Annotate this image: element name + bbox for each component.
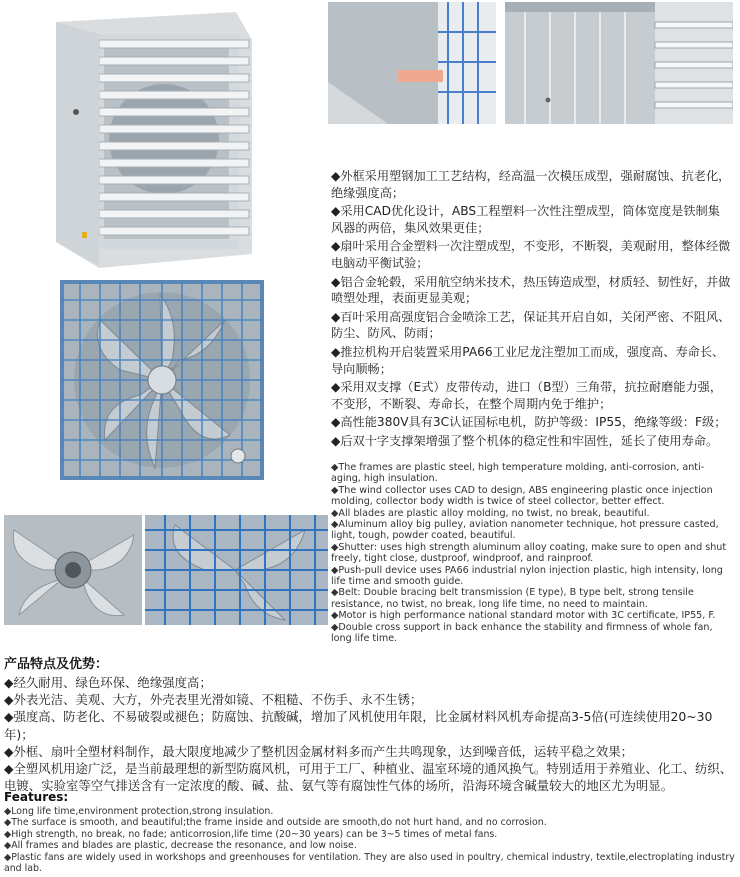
- advantage-item: ◆外表光洁、美观、大方，外壳表里光滑如镜、不粗糙、不伤手、永不生锈；: [4, 692, 423, 708]
- advantage-item: ◆强度高、防老化、不易破裂或褪色；防腐蚀、抗酸碱，增加了风机使用年限，比金属材料风机寿命提高3-5倍(可连续使用20~30年)；: [4, 709, 713, 742]
- cn-spec-item: ◆百叶采用高强度铝合金喷涂工艺，保证其开启自如，关闭严密、不阻风、防尘、防风、防雨；: [331, 309, 731, 341]
- advantage-item: ◆全塑风机用途广泛，是当前最理想的新型防腐风机，可用于工厂、种植业、温室环境的通风换气。特别适用于养殖业、化工、纺织、电镀、实验室等空气排送含有一定浓度的酸、碱、盐、氨气等有腐蚀性气体的场所，沿海环境含碱量较大的地区尤为明显。: [4, 761, 733, 794]
- fan-corner-photo: [328, 2, 496, 124]
- fan-front-photo: [4, 4, 314, 270]
- cn-spec-item: ◆扇叶采用合金塑料一次注塑成型，不变形，不断裂，美观耐用，整体经微电脑动平衡试验；: [331, 239, 731, 270]
- en-spec-item: ◆All blades are plastic alloy molding, no twist, no break, beautiful.: [331, 507, 650, 519]
- en-spec-item: ◆Push-pull device uses PA66 industrial nylon injection plastic, high intensity, long life time and smooth guide.: [331, 564, 723, 588]
- cn-spec-item: ◆采用双支撑（E式）皮带传动，进口（B型）三角带，抗拉耐磨能力强，不变形，不断裂、寿命长，在整个周期内免于维护；: [331, 380, 723, 411]
- advantages-title: 产品特点及优势：: [4, 657, 109, 672]
- chinese-specifications: [331, 168, 731, 452]
- fan-front-image: [4, 4, 314, 270]
- en-spec-item: ◆Motor is high performance national standard motor with 3C certificate, IP55, F.: [331, 610, 716, 622]
- fan-corner-image: [328, 2, 496, 124]
- feature-item: ◆All frames and blades are plastic, decrease the resonance, and low noise.: [4, 840, 357, 852]
- cn-spec-item: ◆外框采用塑钢加工工艺结构，经高温一次模压成型，强耐腐蚀、抗老化，绝缘强度高；: [331, 169, 731, 200]
- cn-spec-item: ◆后双十字支撑架增强了整个机体的稳定性和牢固性，延长了使用寿命。: [331, 433, 719, 448]
- advantage-item: ◆经久耐用、绿色环保、绝缘强度高；: [4, 675, 212, 690]
- fan-back-photo: [60, 280, 264, 480]
- feature-item: ◆The surface is smooth, and beautiful;the frame inside and outside are smooth,do not hurt hand, and no corrosion.: [4, 817, 547, 829]
- fan-guard-photo: [145, 515, 328, 625]
- fan-pulley-image: [4, 515, 142, 625]
- cn-spec-item: ◆高性能380V具有3C认证国标电机，防护等级：IP55，绝缘等级：F级；: [331, 415, 727, 430]
- fan-guard-image: [145, 515, 328, 625]
- cn-spec-item: ◆采用CAD优化设计，ABS工程塑料一次性注塑成型，筒体宽度是铁制集风器的两倍，集风效果更佳；: [331, 204, 720, 235]
- fan-side-image: [505, 2, 733, 124]
- en-spec-item: ◆Aluminum alloy big pulley, aviation nanometer technique, hot pressure casted, light, tough, powder coated, beautiful.: [331, 519, 719, 542]
- product-advantages: [4, 653, 736, 794]
- fan-back-image: [60, 280, 264, 480]
- fan-side-photo: [505, 2, 733, 124]
- english-specifications: [331, 462, 733, 645]
- advantage-item: ◆外框、扇叶全塑材料制作，最大限度地减少了整机因金属材料多而产生共鸣现象，达到噪音低，运转平稳之效果；: [4, 743, 634, 759]
- cn-spec-item: ◆推拉机构开启装置采用PA66工业尼龙注塑加工而成，强度高、寿命长、导向顺畅；: [331, 344, 725, 376]
- features: [4, 790, 736, 874]
- en-spec-item: ◆The wind collector uses CAD to design, ABS engineering plastic once injection molding, collector body width is twice of steel collector, better effect.: [331, 484, 713, 508]
- en-spec-item: ◆Belt: Double bracing belt transmission (E type), B type belt, strong tensile resistance, no twist, no break, long life time, no need to maintain.: [331, 587, 694, 610]
- en-spec-item: ◆The frames are plastic steel, high temperature molding, anti-corrosion, anti-aging, high insulation.: [331, 462, 705, 485]
- feature-item: ◆Long life time,environment protection,strong insulation.: [4, 806, 274, 817]
- feature-item: ◆High strength, no break, no fade; anticorrosion,life time (20~30 years) can be 3~5 times of metal fans.: [4, 828, 498, 840]
- en-spec-item: ◆Shutter: uses high strength aluminum alloy coating, make sure to open and shut freely, tight close, dustproof, windproof, and rainproof.: [331, 541, 727, 565]
- en-spec-item: ◆Double cross support in back enhance the stability and firmness of whole fan, long life time.: [331, 621, 713, 645]
- fan-pulley-photo: [4, 515, 142, 625]
- cn-spec-item: ◆铝合金轮毂，采用航空纳米技术，热压铸造成型，材质轻、韧性好，并做喷塑处理，表面更显美观；: [331, 274, 731, 306]
- feature-item: ◆Plastic fans are widely used in workshops and greenhouses for ventilation. They are also used in poultry, chemical industry, textile,electroplating industry and lab.: [4, 851, 735, 875]
- features-title: Features:: [4, 790, 69, 804]
